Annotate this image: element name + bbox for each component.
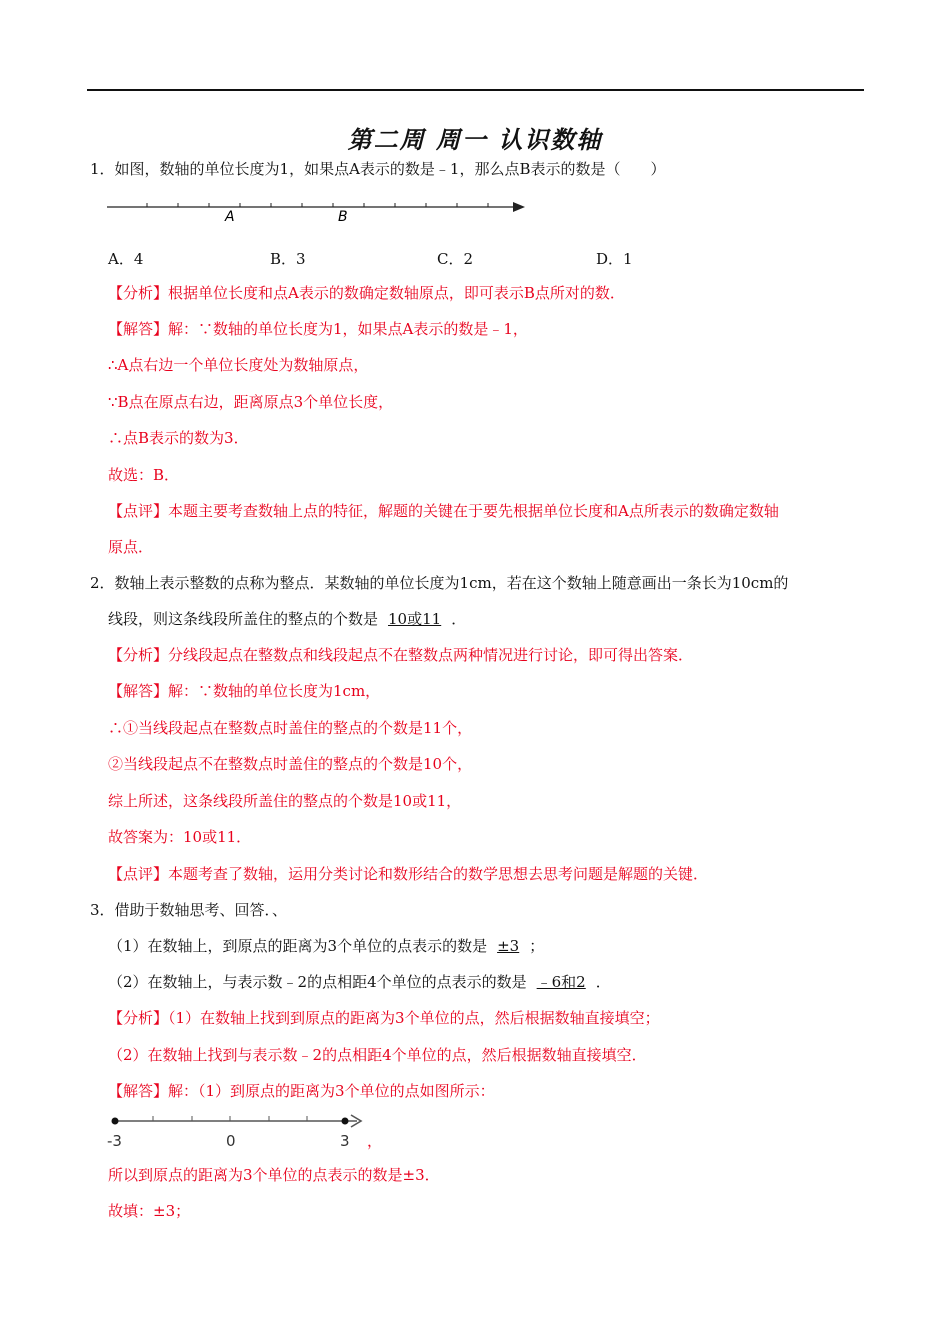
q3-stem: 3．借助于数轴思考、回答．、 — [90, 901, 288, 919]
q2-comment: 【点评】本题考查了数轴，运用分类讨论和数形结合的数学思想去思考问题是解题的关键． — [108, 865, 709, 883]
header-rule — [87, 89, 864, 91]
q2-analysis: 【分析】分线段起点在整数点和线段起点不在整数点两种情况进行讨论，即可得出答案． — [108, 646, 694, 664]
axis-label-b: B — [338, 209, 348, 225]
q3-solution: 【解答】解：（1）到原点的距离为3个单位的点如图所示： — [108, 1082, 495, 1100]
q3-number-line — [105, 1110, 390, 1152]
q3-analysis: 【分析】（1）在数轴上找到到原点的距离为3个单位的点，然后根据数轴直接填空； — [108, 1009, 660, 1027]
q2-solution-line: ②当线段起点不在整数点时盖住的整点的个数是10个， — [108, 755, 473, 773]
axis-label-neg3: -3 — [107, 1132, 122, 1150]
q1-stem: 1．如图，数轴的单位长度为1，如果点A表示的数是﹣1，那么点B表示的数是（ ） — [90, 160, 666, 178]
axis-label-3: 3 — [340, 1132, 350, 1150]
q3-analysis: （2）在数轴上找到与表示数﹣2的点相距4个单位的点，然后根据数轴直接填空． — [108, 1046, 647, 1064]
axis-label-a: A — [225, 209, 235, 225]
q3-part2-answer: ﹣6和2 — [536, 973, 586, 991]
axis-comma: ， — [367, 1132, 383, 1150]
q1-analysis: 【分析】根据单位长度和点A表示的数确定数轴原点，即可表示B点所对的数． — [108, 284, 625, 302]
q3-fill: 故填：±3； — [108, 1202, 191, 1220]
q2-stem-continued: 线段，则这条线段所盖住的整点的个数是 10或11 ． — [108, 610, 467, 628]
q1-solution-line: ∴点B表示的数为3． — [108, 429, 249, 447]
q1-solution-line: ∴A点右边一个单位长度处为数轴原点， — [108, 356, 369, 374]
q1-solution-line: ∵B点在原点右边，距离原点3个单位长度， — [108, 393, 394, 411]
page-title: 第二周 周一 认识数轴 — [347, 125, 603, 154]
q3-part1-answer: ±3 — [497, 937, 520, 955]
q3-part2: （2）在数轴上，与表示数﹣2的点相距4个单位的点表示的数是 ﹣6和2 ． — [108, 973, 611, 991]
q1-solution-line: 【解答】解：∵数轴的单位长度为1，如果点A表示的数是﹣1， — [108, 320, 528, 338]
point-3 — [342, 1118, 349, 1125]
q2-stem: 2．数轴上表示整数的点称为整点．某数轴的单位长度为1cm，若在这个数轴上随意画出一条长为10cm的 — [90, 574, 789, 592]
q3-part1: （1）在数轴上，到原点的距离为3个单位的点表示的数是 ±3 ； — [108, 937, 545, 955]
q1-choice: 故选：B． — [108, 466, 180, 484]
point-neg3 — [112, 1118, 119, 1125]
option-c: C．2 — [437, 250, 474, 268]
q3-conclusion: 所以到原点的距离为3个单位的点表示的数是±3． — [108, 1166, 440, 1184]
q2-solution-line: ∴①当线段起点在整数点时盖住的整点的个数是11个， — [108, 719, 473, 737]
q2-solution-line: 综上所述，这条线段所盖住的整点的个数是10或11， — [108, 792, 462, 810]
q2-solution-line: 【解答】解：∵数轴的单位长度为1cm， — [108, 682, 381, 700]
option-b: B．3 — [270, 250, 306, 268]
q1-comment-line: 【点评】本题主要考查数轴上点的特征，解题的关键在于要先根据单位长度和A点所表示的数确定数轴 — [108, 502, 779, 520]
option-a: A．4 — [108, 250, 144, 268]
q2-solution-line: 故答案为：10或11． — [108, 828, 252, 846]
q2-answer-blank: 10或11 — [388, 610, 442, 628]
q1-number-line — [105, 196, 530, 226]
q1-comment-line: 原点． — [108, 538, 154, 556]
option-d: D．1 — [596, 250, 633, 268]
axis-label-0: 0 — [226, 1132, 236, 1150]
